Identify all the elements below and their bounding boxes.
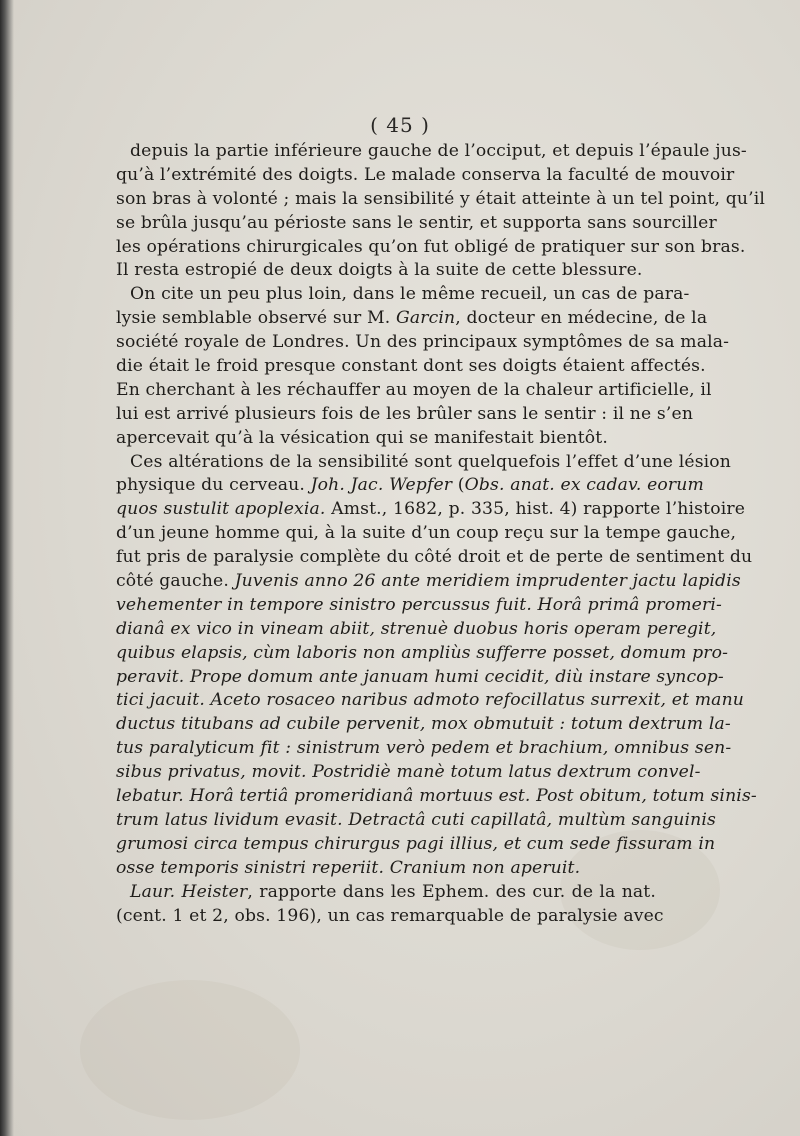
text-segment: ( bbox=[452, 475, 465, 496]
text-line bbox=[116, 427, 656, 451]
text-segment: depuis la partie inférieure gauche de l’occiput, et depuis l’épaule jus- bbox=[130, 141, 747, 161]
text-line bbox=[116, 403, 694, 427]
text-line bbox=[116, 212, 717, 236]
text-line bbox=[116, 379, 712, 403]
italic-text-segment: Laur. Heister bbox=[130, 881, 248, 902]
italic-text-segment: tici jacuit. Aceto rosaceo naribus admoto refocillatus surrexit, et manu bbox=[116, 690, 745, 711]
text-segment: die était le froid presque constant dont ses doigts étaient affectés. bbox=[116, 356, 706, 377]
text-line bbox=[116, 857, 656, 881]
text-line bbox=[116, 642, 729, 666]
text-line bbox=[116, 331, 730, 355]
paragraph bbox=[116, 140, 766, 283]
paragraph bbox=[116, 451, 757, 881]
text-segment: qu’à l’extrémité des doigts. Le malade conserva la faculté de mouvoir bbox=[116, 164, 735, 185]
text-line bbox=[116, 140, 747, 164]
text-line bbox=[116, 713, 731, 737]
text-segment: physique du cerveau. bbox=[116, 475, 311, 496]
page-number: ( 45 ) bbox=[370, 113, 430, 137]
italic-text-segment: grumosi circa tempus chirurgus pagi illius, et cum sede fissuram in bbox=[116, 833, 716, 854]
text-line bbox=[116, 785, 757, 809]
text-segment: En cherchant à les réchauffer au moyen de la chaleur artificielle, il bbox=[116, 379, 712, 400]
italic-text-segment: quibus elapsis, cùm laboris non ampliùs sufferre posset, domum pro- bbox=[116, 642, 729, 663]
text-line bbox=[116, 761, 701, 785]
text-segment: Il resta estropié de deux doigts à la suite de cette blessure. bbox=[116, 260, 643, 281]
italic-text-segment: Obs. anat. ex cadav. eorum bbox=[464, 475, 704, 496]
body-text bbox=[116, 140, 766, 928]
text-line bbox=[116, 905, 664, 929]
italic-text-segment: Garcin bbox=[395, 308, 456, 329]
italic-text-segment: vehementer in tempore sinistro percussus fuit. Horâ primâ promeri- bbox=[116, 594, 722, 615]
italic-text-segment: Joh. Jac. Wepfer bbox=[310, 475, 453, 496]
text-line bbox=[116, 666, 724, 690]
text-segment: son bras à volonté ; mais la sensibilité y était atteinte à un tel point, qu’il bbox=[116, 188, 766, 209]
italic-text-segment: quos sustulit apoplexia. bbox=[116, 499, 326, 520]
text-line bbox=[116, 283, 690, 307]
text-line bbox=[116, 570, 741, 594]
paragraph bbox=[116, 881, 664, 929]
text-segment: lui est arrivé plusieurs fois de les brûler sans le sentir : il ne s’en bbox=[116, 403, 694, 424]
italic-text-segment: trum latus lividum evasit. Detractâ cuti capillatâ, multùm sanguinis bbox=[116, 809, 716, 830]
text-line bbox=[116, 259, 656, 283]
italic-text-segment: peravit. Prope domum ante januam humi cecidit, diù instare syncop- bbox=[116, 666, 724, 687]
text-line bbox=[116, 618, 717, 642]
text-segment: d’un jeune homme qui, à la suite d’un coup reçu sur la tempe gauche, bbox=[116, 523, 737, 544]
text-segment: fut pris de paralysie complète du côté droit et de perte de sentiment du bbox=[116, 547, 753, 568]
text-segment: lysie semblable observé sur M. bbox=[116, 308, 396, 329]
text-segment: les opérations chirurgicales qu’on fut obligé de pratiquer sur son bras. bbox=[116, 236, 746, 257]
italic-text-segment: osse temporis sinistri reperiit. Cranium non aperuit. bbox=[116, 857, 581, 878]
text-segment: société royale de Londres. Un des principaux symptômes de sa mala- bbox=[116, 332, 730, 353]
text-segment: côté gauche. bbox=[116, 571, 235, 592]
italic-text-segment: sibus privatus, movit. Postridiè manè totum latus dextrum convel- bbox=[116, 762, 701, 783]
text-line bbox=[116, 689, 745, 713]
text-line bbox=[116, 737, 732, 761]
text-line bbox=[116, 546, 753, 570]
text-line bbox=[116, 188, 766, 212]
text-line bbox=[116, 164, 735, 188]
italic-text-segment: ductus titubans ad cubile pervenit, mox obmutuit : totum dextrum la- bbox=[116, 714, 731, 735]
italic-text-segment: tus paralyticum fit : sinistrum verò pedem et brachium, omnibus sen- bbox=[116, 738, 732, 759]
text-line bbox=[116, 809, 716, 833]
text-segment: apercevait qu’à la vésication qui se manifestait bientôt. bbox=[116, 427, 608, 448]
text-segment: On cite un peu plus loin, dans le même recueil, un cas de para- bbox=[130, 284, 690, 305]
text-line bbox=[116, 236, 746, 260]
text-line bbox=[116, 881, 656, 905]
text-segment: , rapporte dans les Ephem. des cur. de la nat. bbox=[247, 881, 656, 902]
text-segment: se brûla jusqu’au périoste sans le sentir, et supporta sans sourciller bbox=[116, 212, 717, 233]
italic-text-segment: dianâ ex vico in vineam abiit, strenuè duobus horis operam peregit, bbox=[116, 618, 717, 639]
text-segment: , docteur en médecine, de la bbox=[455, 308, 708, 329]
text-segment: Amst., 1682, p. 335, hist. 4) rapporte l’histoire bbox=[325, 499, 746, 520]
text-line bbox=[116, 474, 704, 498]
italic-text-segment: lebatur. Horâ tertiâ promeridianâ mortuus est. Post obitum, totum sinis- bbox=[116, 786, 757, 807]
text-segment: (cent. 1 et 2, obs. 196), un cas remarquable de paralysie avec bbox=[116, 905, 664, 926]
text-line bbox=[116, 451, 732, 475]
text-line bbox=[116, 833, 716, 857]
text-line bbox=[116, 522, 737, 546]
text-line bbox=[116, 355, 706, 379]
text-segment: Ces altérations de la sensibilité sont quelquefois l’effet d’une lésion bbox=[130, 451, 732, 472]
book-binding-edge bbox=[0, 0, 14, 1136]
text-line bbox=[116, 498, 746, 522]
text-line bbox=[116, 307, 708, 331]
paragraph bbox=[116, 283, 730, 450]
text-line bbox=[116, 594, 722, 618]
italic-text-segment: Juvenis anno 26 ante meridiem imprudenter jactu lapidis bbox=[234, 571, 741, 592]
paper-stain bbox=[80, 980, 300, 1120]
